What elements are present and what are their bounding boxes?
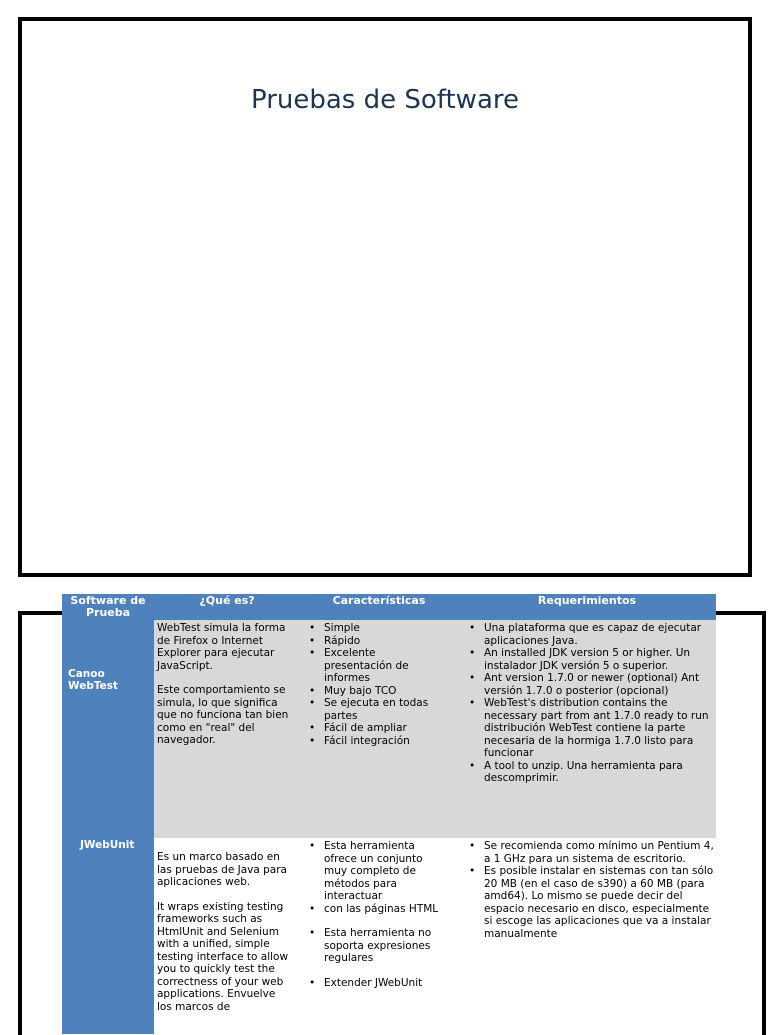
row1-requerimientos-cell <box>466 622 714 785</box>
list-item: • Fácil de ampliar <box>306 722 442 735</box>
header-requerimientos: Requerimientos <box>537 594 637 607</box>
list-item: • con las páginas HTML <box>306 903 444 916</box>
list-item: • Es posible instalar en sistemas con tan sólo 20 MB (en el caso de s390) a 60 MB (para amd64). Lo mismo se puede decir del espacio necesario en disco, especialmente si escoge las aplicaciones que va a instalar manualmente <box>466 865 716 940</box>
list-item: • Ant version 1.7.0 or newer (optional) Ant versión 1.7.0 o posterior (opcional) <box>466 672 714 697</box>
list-item: • A tool to unzip. Una herramienta para descomprimir. <box>466 760 714 785</box>
list-item: • Rápido <box>306 635 442 648</box>
row2-que-es-cell <box>157 851 289 1013</box>
list-item: • WebTest's distribution contains the necessary part from ant 1.7.0 ready to run distribución WebTest contiene la parte necesaria de la hormiga 1.7.0 listo para funcionar <box>466 697 714 760</box>
list-item: • Simple <box>306 622 442 635</box>
title-slide <box>18 17 752 577</box>
row2-caracteristicas-cell <box>306 840 444 989</box>
list-item: • An installed JDK version 5 or higher. Un instalador JDK versión 5 o superior. <box>466 647 714 672</box>
list-item: • Esta herramienta ofrece un conjunto muy completo de métodos para interactuar <box>306 840 444 903</box>
header-caracteristicas: Características <box>332 594 426 607</box>
comparison-table <box>62 594 716 1034</box>
list-item: • Fácil integración <box>306 735 442 748</box>
header-software: Software de Prueba <box>70 594 146 619</box>
table-header-row <box>62 594 716 620</box>
slide-title: Pruebas de Software <box>250 85 519 115</box>
list-item: • Se recomienda como mínimo un Pentium 4, a 1 GHz para un sistema de escritorio. <box>466 840 716 865</box>
row-name-jwebunit: JWebUnit <box>80 839 135 851</box>
list-item: • Excelente presentación de informes <box>306 647 442 685</box>
row1-que-es-cell <box>157 622 289 747</box>
list-item: • Una plataforma que es capaz de ejecutar aplicaciones Java. <box>466 622 714 647</box>
row-name-canoo: Canoo WebTest <box>68 668 119 692</box>
list-item: • Esta herramienta no soporta expresiones regulares <box>306 927 444 965</box>
text-paragraph: It wraps existing testing frameworks such as HtmlUnit and Selenium with a unified, simple testing interface to allow you to quickly test the correctness of your web applications. Envuelve los marcos de <box>157 900 289 1013</box>
row1-caracteristicas-cell <box>306 622 442 747</box>
text-paragraph: Este comportamiento se simula, lo que significa que no funciona tan bien como en "real" del navegador. <box>157 684 289 746</box>
software-name-column <box>62 620 154 1034</box>
list-item: • Se ejecuta en todas partes <box>306 697 442 722</box>
text-paragraph: Es un marco basado en las pruebas de Java para aplicaciones web. <box>157 851 287 888</box>
header-que-es: ¿Qué es? <box>199 594 255 607</box>
list-item: • Extender JWebUnit <box>306 977 444 990</box>
list-item: • Muy bajo TCO <box>306 685 442 698</box>
row2-requerimientos-cell <box>466 840 716 940</box>
text-paragraph: WebTest simula la forma de Firefox o Internet Explorer para ejecutar JavaScript. <box>157 622 286 672</box>
